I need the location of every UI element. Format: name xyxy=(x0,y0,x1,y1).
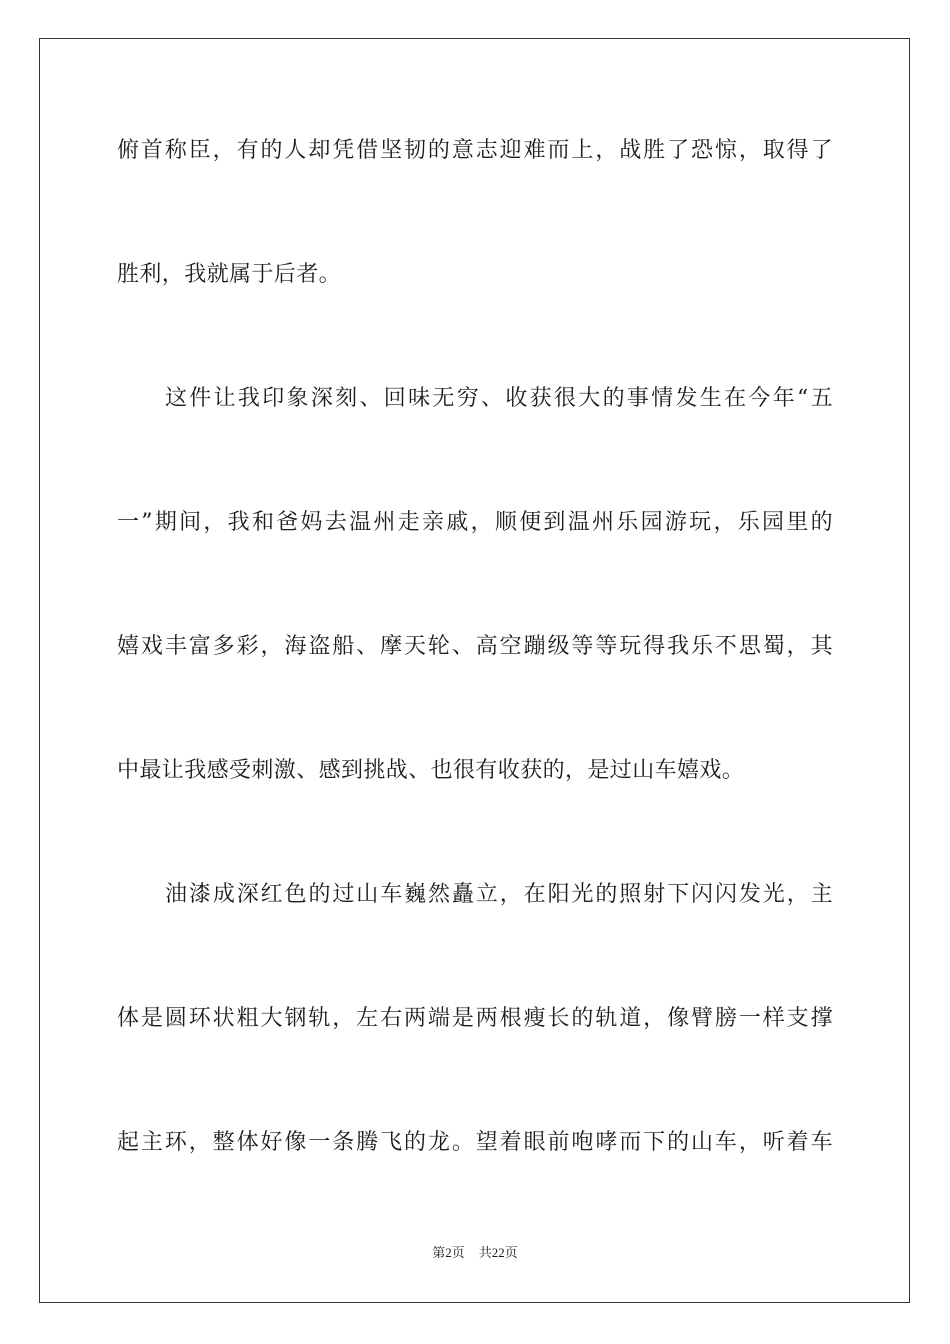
text-line: 这件让我印象深刻、回味无穷、收获很大的事情发生在今年“五 xyxy=(165,386,833,411)
page-suffix: 页 xyxy=(451,1246,465,1261)
page-border xyxy=(39,38,910,1303)
total-prefix: 共 xyxy=(478,1246,492,1261)
page-number: 2 xyxy=(445,1245,452,1260)
page-footer xyxy=(0,1244,950,1263)
text-line: 胜利，我就属于后者。 xyxy=(117,262,342,287)
text-line: 油漆成深红色的过山车巍然矗立，在阳光的照射下闪闪发光，主 xyxy=(165,882,833,907)
total-suffix: 页 xyxy=(504,1246,518,1261)
text-line: 嬉戏丰富多彩，海盗船、摩天轮、高空蹦级等等玩得我乐不思蜀，其 xyxy=(117,634,833,659)
text-line: 中最让我感受刺激、感到挑战、也很有收获的，是过山车嬉戏。 xyxy=(117,758,745,783)
text-line: 俯首称臣，有的人却凭借坚韧的意志迎难而上，战胜了恐惊，取得了 xyxy=(117,138,833,163)
text-line: 起主环，整体好像一条腾飞的龙。望着眼前咆哮而下的山车，听着车 xyxy=(117,1130,833,1155)
total-pages: 22 xyxy=(491,1245,505,1260)
text-line: 一”期间，我和爸妈去温州走亲戚，顺便到温州乐园游玩，乐园里的 xyxy=(117,510,833,535)
text-line: 体是圆环状粗大钢轨，左右两端是两根瘦长的轨道，像臂膀一样支撑 xyxy=(117,1006,833,1031)
page-prefix: 第 xyxy=(432,1246,446,1261)
